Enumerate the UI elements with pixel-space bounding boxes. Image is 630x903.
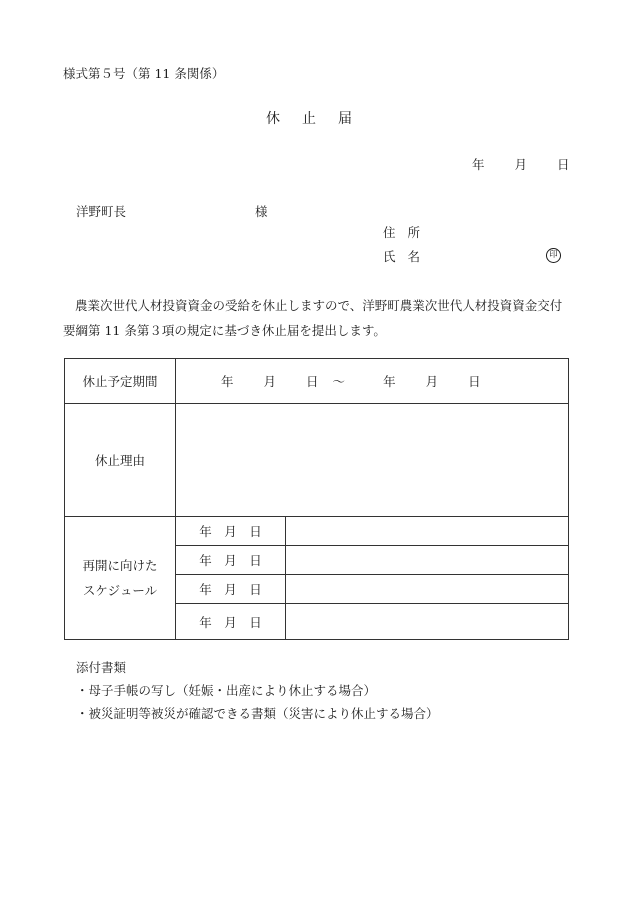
honorific: 様 xyxy=(255,204,268,219)
period-tilde: ～ xyxy=(332,374,346,389)
schedule-date-4[interactable] xyxy=(176,604,286,640)
schedule-year: 年 xyxy=(199,524,212,539)
period-row xyxy=(65,359,569,404)
schedule-content-3[interactable] xyxy=(286,575,569,604)
schedule-year: 年 xyxy=(199,553,212,568)
schedule-day: 日 xyxy=(249,553,262,568)
period-label: 休止予定期間 xyxy=(65,359,176,404)
schedule-label xyxy=(65,517,176,640)
body-line-1: 農業次世代人材投資資金の受給を休止しますので、洋野町農業次世代人材投資資金交付 xyxy=(75,298,563,313)
schedule-label-line-2: スケジュール xyxy=(82,583,158,598)
date-month: 月 xyxy=(514,157,528,172)
form-number: 様式第５号（第 11 条関係） xyxy=(63,66,225,81)
schedule-content-4[interactable] xyxy=(286,604,569,640)
period-year-2: 年 xyxy=(383,374,396,389)
schedule-month: 月 xyxy=(224,524,237,539)
body-text xyxy=(63,293,583,343)
address-label: 住所 xyxy=(383,225,433,240)
schedule-row xyxy=(65,517,569,546)
schedule-date-2[interactable] xyxy=(176,546,286,575)
submission-date xyxy=(472,159,570,172)
period-month-2: 月 xyxy=(425,374,439,389)
period-year-1: 年 xyxy=(221,374,234,389)
schedule-month: 月 xyxy=(224,582,237,597)
schedule-month: 月 xyxy=(224,614,237,630)
schedule-label-line-1: 再開に向けた xyxy=(82,558,158,573)
schedule-date-3[interactable] xyxy=(176,575,286,604)
schedule-day: 日 xyxy=(249,614,262,630)
schedule-year: 年 xyxy=(199,582,212,597)
suspension-table xyxy=(64,358,569,640)
date-day: 日 xyxy=(557,157,570,172)
attachments-title: 添付書類 xyxy=(76,660,127,675)
period-day-1: 日 xyxy=(306,374,319,389)
schedule-content-2[interactable] xyxy=(286,546,569,575)
date-year: 年 xyxy=(472,157,485,172)
period-day-2: 日 xyxy=(468,374,481,389)
addressee: 洋野町長 xyxy=(76,204,127,219)
period-month-1: 月 xyxy=(263,374,277,389)
schedule-day: 日 xyxy=(249,582,262,597)
body-line-2: 要綱第 11 条第３項の規定に基づき休止届を提出します。 xyxy=(63,323,386,338)
schedule-date-1[interactable] xyxy=(176,517,286,546)
attachment-item: ・被災証明等被災が確認できる書類（災害により休止する場合） xyxy=(76,706,439,721)
seal-mark: 印 xyxy=(546,248,561,263)
reason-label: 休止理由 xyxy=(65,404,176,517)
schedule-month: 月 xyxy=(224,553,237,568)
reason-field[interactable] xyxy=(176,404,569,517)
name-label: 氏名 xyxy=(383,249,433,264)
schedule-day: 日 xyxy=(249,524,262,539)
schedule-year: 年 xyxy=(199,614,212,630)
page-title: 休止届 xyxy=(266,111,374,127)
reason-row xyxy=(65,404,569,517)
period-field[interactable] xyxy=(176,359,569,404)
attachment-item: ・母子手帳の写し（妊娠・出産により休止する場合） xyxy=(76,683,377,698)
schedule-content-1[interactable] xyxy=(286,517,569,546)
